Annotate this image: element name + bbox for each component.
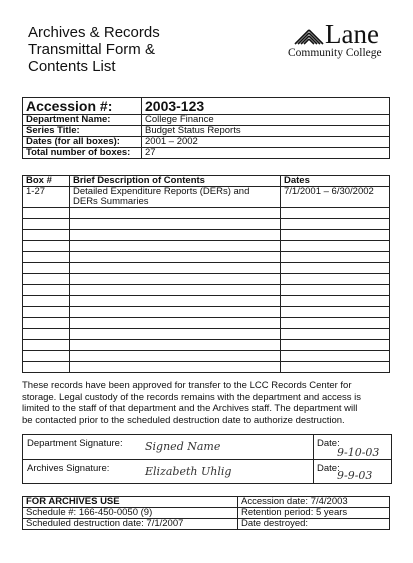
box-number-cell bbox=[23, 285, 70, 296]
contents-header-row bbox=[23, 176, 390, 187]
series-title-value: Budget Status Reports bbox=[142, 126, 390, 137]
info-row bbox=[23, 148, 390, 159]
date-destroyed: Date destroyed: bbox=[238, 519, 390, 530]
dates-cell: 7/1/2001 – 6/30/2002 bbox=[281, 187, 390, 208]
accession-label: Accession #: bbox=[23, 98, 142, 115]
box-number-cell bbox=[23, 362, 70, 373]
box-number-cell bbox=[23, 307, 70, 318]
table-row bbox=[23, 362, 390, 373]
box-number-cell bbox=[23, 296, 70, 307]
description-line: DERs Summaries bbox=[73, 196, 149, 207]
description-line: Detailed Expenditure Reports (DERs) and bbox=[73, 186, 250, 197]
box-number-cell: 1-27 bbox=[23, 187, 70, 208]
table-row bbox=[23, 252, 390, 263]
statement-line: limited to the staff of that department and the Archives staff. The department will bbox=[22, 403, 358, 414]
form-title bbox=[28, 24, 160, 75]
info-row bbox=[23, 137, 390, 148]
table-row bbox=[23, 274, 390, 285]
series-title-label: Series Title: bbox=[23, 126, 142, 137]
department-date[interactable]: 9-10-03 bbox=[337, 446, 380, 459]
dates-header: Dates bbox=[281, 176, 390, 187]
logo-subtitle: Community College bbox=[288, 47, 382, 59]
dates-value: 2001 – 2002 bbox=[142, 137, 390, 148]
archives-use-header: FOR ARCHIVES USE bbox=[23, 497, 238, 508]
archives-signature-label: Archives Signature: bbox=[27, 463, 110, 474]
dates-cell bbox=[281, 285, 390, 296]
table-row bbox=[23, 351, 390, 362]
dates-cell bbox=[281, 340, 390, 351]
dates-cell bbox=[281, 219, 390, 230]
dates-cell bbox=[281, 230, 390, 241]
department-name-value: College Finance bbox=[142, 115, 390, 126]
accession-value: 2003-123 bbox=[142, 98, 390, 115]
table-row bbox=[23, 318, 390, 329]
table-row bbox=[23, 307, 390, 318]
sunrise-logo-icon bbox=[292, 24, 326, 46]
department-signature[interactable]: Signed Name bbox=[145, 440, 221, 453]
box-number-cell bbox=[23, 252, 70, 263]
form-title-line: Transmittal Form & bbox=[28, 41, 155, 58]
scheduled-destruction-date: Scheduled destruction date: 7/1/2007 bbox=[23, 519, 238, 530]
accession-date: Accession date: 7/4/2003 bbox=[238, 497, 390, 508]
statement-line: be contacted prior to the scheduled destruction date to authorize destruction. bbox=[22, 414, 345, 426]
box-number-cell bbox=[23, 329, 70, 340]
accession-info-table bbox=[22, 97, 390, 159]
table-row bbox=[23, 285, 390, 296]
department-name-label: Department Name: bbox=[23, 115, 142, 126]
total-boxes-value: 27 bbox=[142, 148, 390, 159]
divider bbox=[23, 459, 391, 460]
box-number-cell bbox=[23, 318, 70, 329]
description-cell bbox=[70, 340, 281, 351]
box-number-cell bbox=[23, 241, 70, 252]
description-cell bbox=[70, 252, 281, 263]
dates-cell bbox=[281, 307, 390, 318]
description-cell bbox=[70, 285, 281, 296]
table-row bbox=[23, 497, 390, 508]
table-row bbox=[23, 329, 390, 340]
archives-use-table bbox=[22, 496, 390, 530]
description-cell bbox=[70, 208, 281, 219]
custody-statement bbox=[22, 380, 390, 426]
table-row bbox=[23, 519, 390, 530]
dates-cell bbox=[281, 351, 390, 362]
description-cell bbox=[70, 274, 281, 285]
dates-cell bbox=[281, 208, 390, 219]
form-title-line: Contents List bbox=[28, 58, 116, 75]
dates-cell bbox=[281, 296, 390, 307]
table-row bbox=[23, 219, 390, 230]
table-row bbox=[23, 241, 390, 252]
dates-cell bbox=[281, 329, 390, 340]
dates-cell bbox=[281, 241, 390, 252]
dates-cell bbox=[281, 318, 390, 329]
schedule-number: Schedule #: 166-450-0050 (9) bbox=[23, 508, 238, 519]
department-signature-label: Department Signature: bbox=[27, 438, 123, 449]
total-boxes-label: Total number of boxes: bbox=[23, 148, 142, 159]
archives-date[interactable]: 9-9-03 bbox=[337, 469, 373, 482]
table-row bbox=[23, 508, 390, 519]
archives-date-label: Date: bbox=[317, 463, 340, 474]
signature-box bbox=[22, 434, 392, 484]
statement-line: storage. Legal custody of the records remains with the department and access is bbox=[22, 391, 362, 403]
dates-label: Dates (for all boxes): bbox=[23, 137, 142, 148]
box-number-cell bbox=[23, 208, 70, 219]
description-cell bbox=[70, 351, 281, 362]
dates-cell bbox=[281, 263, 390, 274]
table-row bbox=[23, 340, 390, 351]
description-cell bbox=[70, 219, 281, 230]
archives-signature[interactable]: Elizabeth Uhlig bbox=[145, 465, 232, 478]
department-date-label: Date: bbox=[317, 438, 340, 449]
box-number-header: Box # bbox=[23, 176, 70, 187]
dates-cell bbox=[281, 362, 390, 373]
description-cell bbox=[70, 230, 281, 241]
box-number-cell bbox=[23, 219, 70, 230]
description-cell bbox=[70, 307, 281, 318]
description-cell bbox=[70, 329, 281, 340]
retention-period: Retention period: 5 years bbox=[238, 508, 390, 519]
logo-wordmark: Lane bbox=[325, 19, 379, 49]
box-number-cell bbox=[23, 340, 70, 351]
box-number-cell bbox=[23, 274, 70, 285]
table-row bbox=[23, 187, 390, 208]
description-cell bbox=[70, 241, 281, 252]
divider bbox=[313, 435, 314, 483]
info-row bbox=[23, 115, 390, 126]
box-number-cell bbox=[23, 351, 70, 362]
dates-cell bbox=[281, 274, 390, 285]
description-cell bbox=[70, 187, 281, 208]
description-cell bbox=[70, 318, 281, 329]
contents-table bbox=[22, 175, 390, 373]
table-row bbox=[23, 263, 390, 274]
form-title-line: Archives & Records bbox=[28, 24, 160, 41]
box-number-cell bbox=[23, 263, 70, 274]
table-row bbox=[23, 230, 390, 241]
description-cell bbox=[70, 263, 281, 274]
description-header: Brief Description of Contents bbox=[70, 176, 281, 187]
info-row bbox=[23, 126, 390, 137]
statement-line: These records have been approved for transfer to the LCC Records Center for bbox=[22, 380, 352, 391]
box-number-cell bbox=[23, 230, 70, 241]
description-cell bbox=[70, 296, 281, 307]
table-row bbox=[23, 208, 390, 219]
table-row bbox=[23, 296, 390, 307]
description-cell bbox=[70, 362, 281, 373]
accession-row bbox=[23, 98, 390, 115]
dates-cell bbox=[281, 252, 390, 263]
